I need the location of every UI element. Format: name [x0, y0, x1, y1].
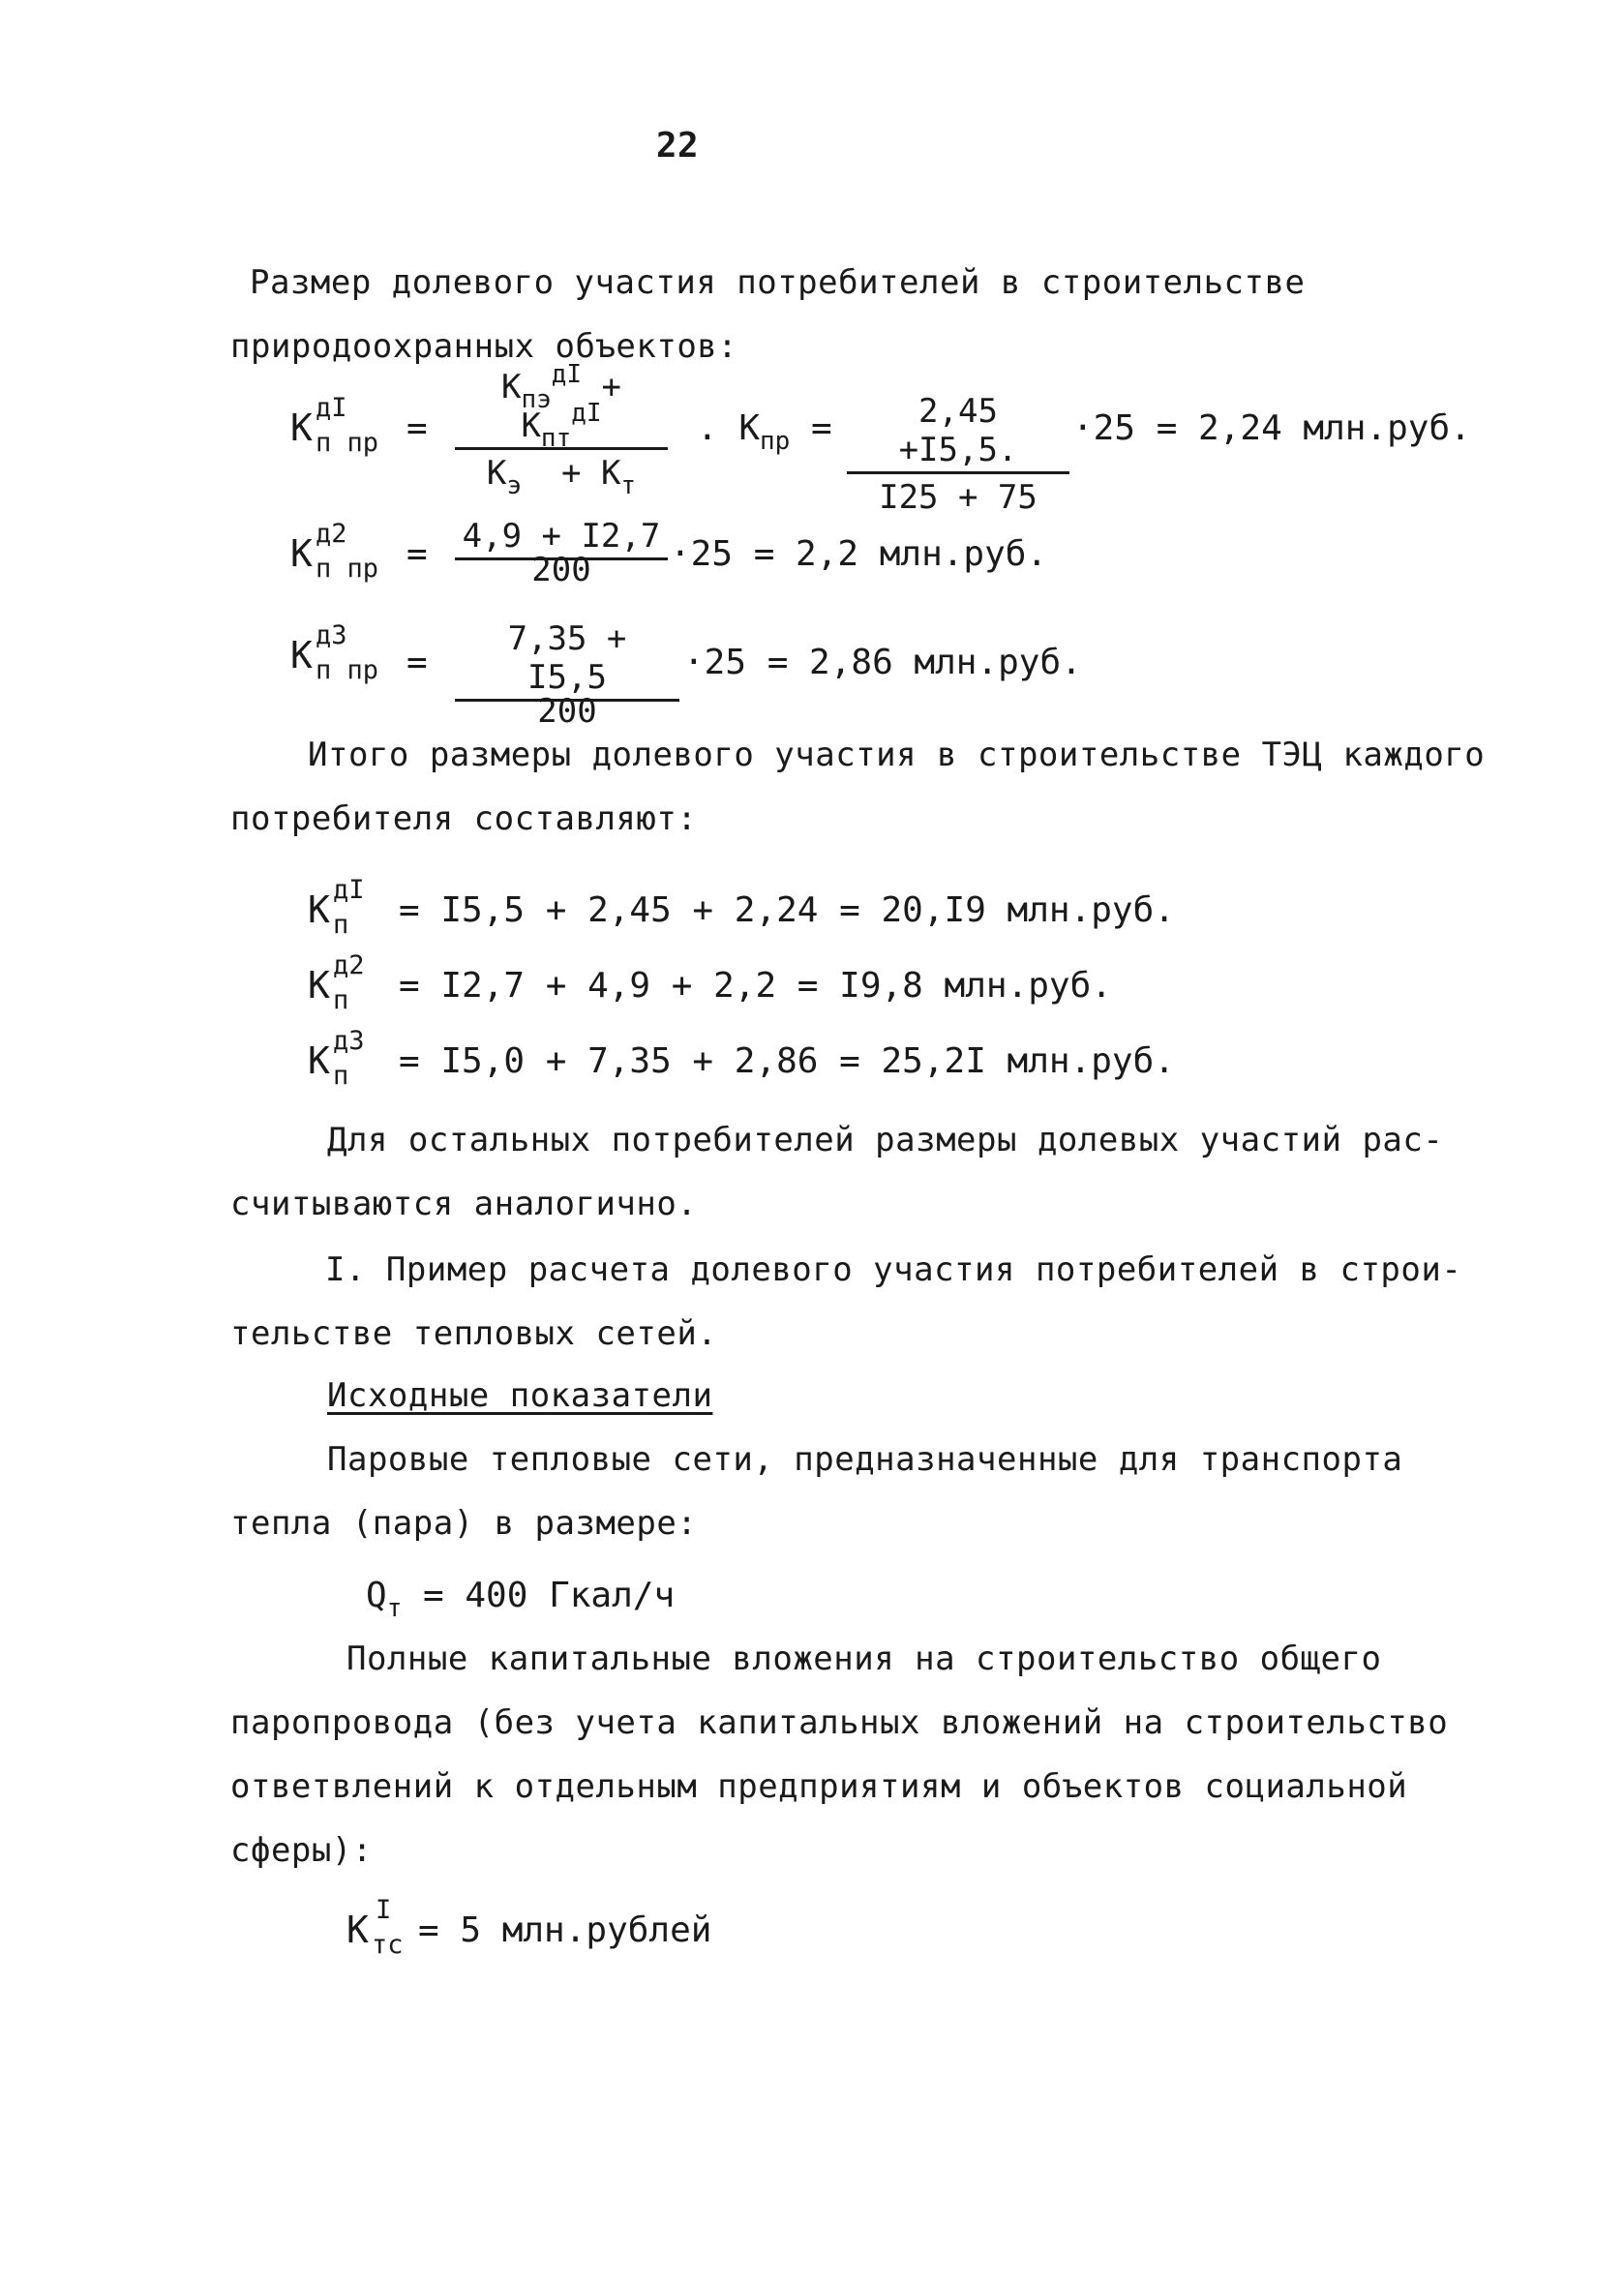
- section-heading: Исходные показатели: [327, 1376, 713, 1415]
- k-symbol: К дI п пр: [290, 393, 379, 458]
- text-line: ответвлений к отдельным предприятиям и объектов социальной: [230, 1767, 1408, 1806]
- text-line: считываются аналогично.: [230, 1185, 698, 1223]
- text-line: тельстве тепловых сетей.: [230, 1314, 718, 1353]
- denominator: I25 + 75: [879, 478, 1038, 517]
- text-line: тепла (пара) в размере:: [230, 1504, 698, 1543]
- fraction-4: [455, 619, 679, 731]
- numerator: 7,35 + I5,5: [455, 619, 679, 702]
- page-number: 22: [655, 126, 700, 165]
- text-line: Для остальных потребителей размеры долевых участий рас-: [327, 1121, 1444, 1159]
- text-line: Размер долевого участия потребителей в строительстве: [250, 263, 1306, 302]
- equation-1-result: ·25 = 2,24 млн.руб.: [1072, 408, 1471, 448]
- text-line: природоохранных объектов:: [230, 327, 738, 366]
- total-expression: = I5,0 + 7,35 + 2,86 = 25,2I млн.руб.: [399, 1041, 1175, 1081]
- equation-3-lhs: К д3 п пр: [290, 620, 379, 685]
- denominator: 200: [537, 692, 597, 731]
- k-tc-symbol: К I тс: [346, 1895, 404, 1960]
- total-row: К д3 п: [308, 1026, 365, 1091]
- k-tc-expression: = 5 млн.рублей: [418, 1910, 712, 1950]
- heat-load-equation: $Q_т = 400$ Гкал/ч: [366, 1576, 676, 1623]
- text-line: сферы):: [230, 1831, 373, 1870]
- text-line: Полные капитальные вложения на строительство общего: [346, 1639, 1382, 1678]
- equation-1: [290, 393, 379, 458]
- numerator: 2,45 +I5,5.: [847, 392, 1069, 474]
- total-expression: = I2,7 + 4,9 + 2,2 = I9,8 млн.руб.: [399, 966, 1112, 1006]
- total-expression: = I5,5 + 2,45 + 2,24 = 20,I9 млн.руб.: [399, 890, 1175, 930]
- k-pr-term: . $К_{пр}$ =: [697, 408, 832, 456]
- text-line: паропровода (без учета капитальных вложений на строительство: [230, 1703, 1449, 1742]
- text-line: I. Пример расчета долевого участия потребителей в строи-: [325, 1250, 1462, 1289]
- denominator: $К_э + К_т$: [486, 454, 637, 500]
- equals-sign: =: [406, 534, 428, 574]
- numerator: 4,9 + I2,7: [455, 517, 668, 560]
- numerator: $К_{пэ}^{дI} + К_{пт}^{дI}$: [455, 368, 668, 450]
- denominator: 200: [531, 551, 591, 589]
- total-row: К дI п: [308, 875, 365, 940]
- text-line: потребителя составляют:: [230, 799, 698, 838]
- equals-sign: =: [406, 643, 428, 682]
- total-row: К д2 п: [308, 950, 365, 1015]
- equation-2-lhs: К д2 п пр: [290, 519, 379, 584]
- equation-3-result: ·25 = 2,86 млн.руб.: [683, 643, 1082, 682]
- text-line: Паровые тепловые сети, предназначенные для транспорта: [327, 1440, 1403, 1479]
- fraction-3: [455, 517, 668, 589]
- text-line: Итого размеры долевого участия в строительстве ТЭЦ каждого: [308, 736, 1486, 774]
- fraction-2: [847, 392, 1069, 517]
- fraction-1: [455, 360, 668, 500]
- equals-sign: =: [406, 408, 428, 448]
- equation-2-result: ·25 = 2,2 млн.руб.: [670, 534, 1048, 574]
